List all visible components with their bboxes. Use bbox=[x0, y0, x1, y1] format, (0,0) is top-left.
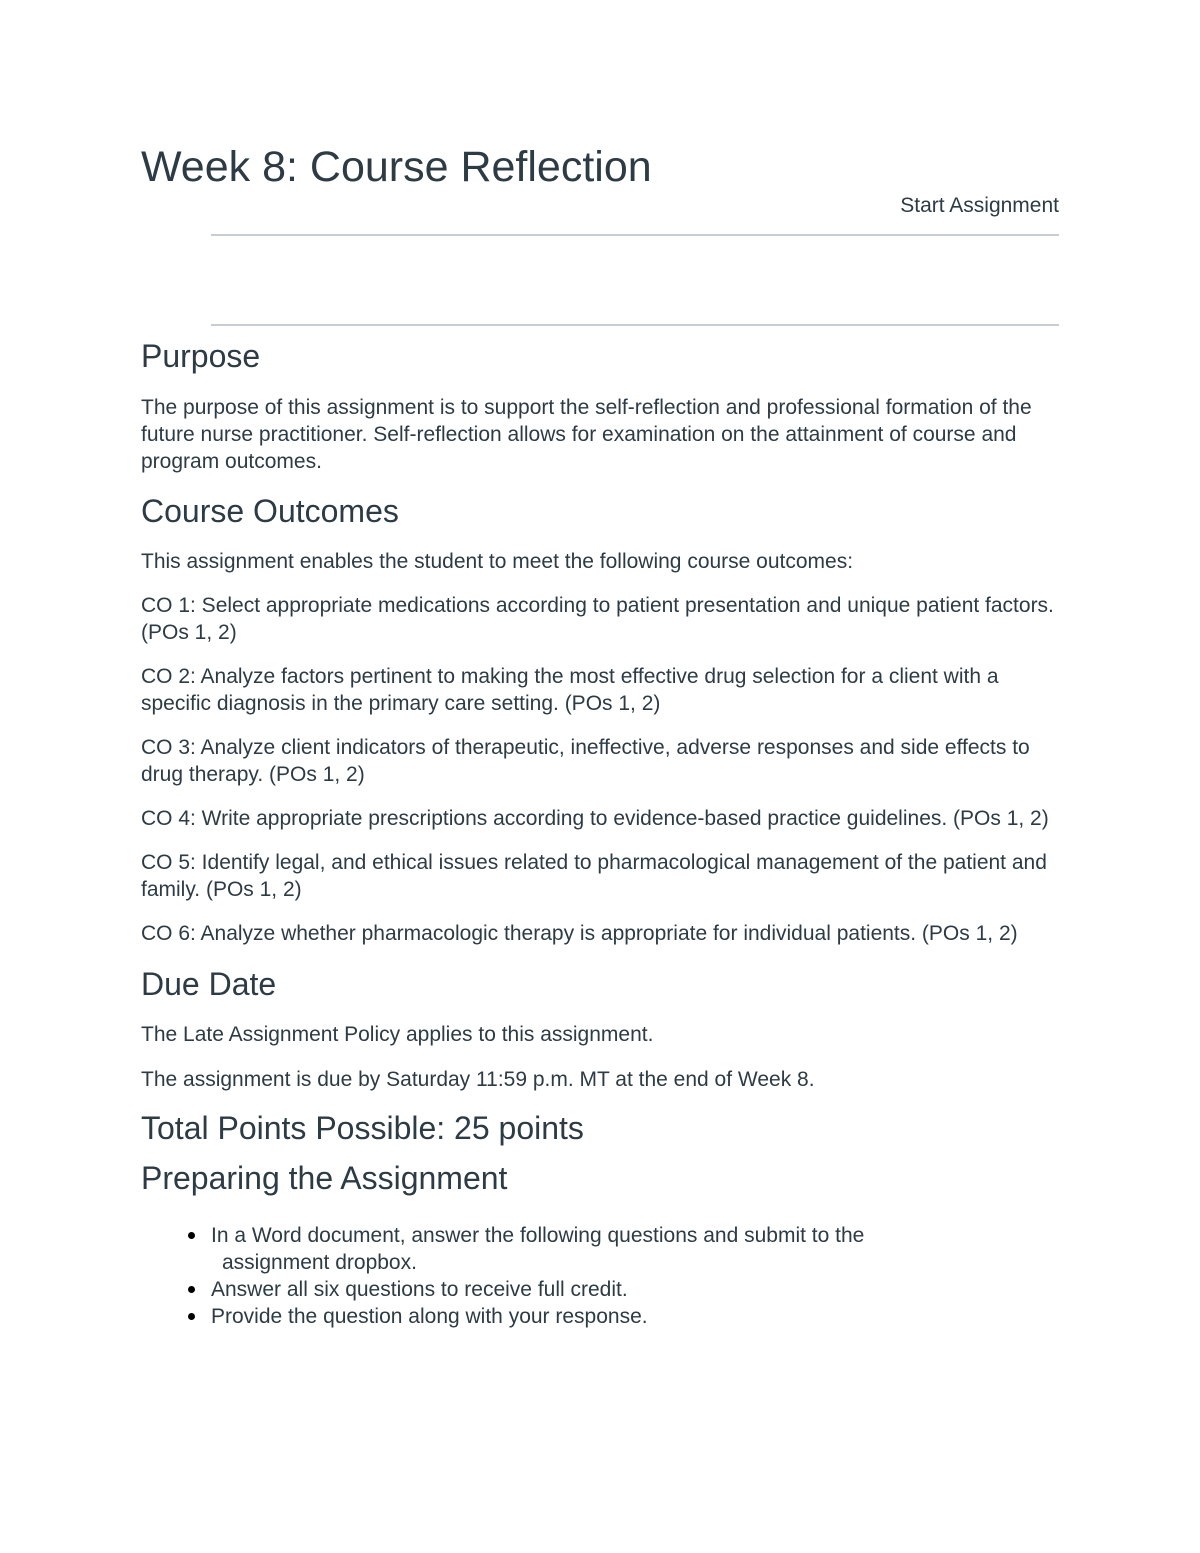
course-outcome-4: CO 4: Write appropriate prescriptions according to evidence-based practice guidelines. (POs 1, 2) bbox=[141, 807, 1049, 830]
purpose-heading: Purpose bbox=[141, 338, 261, 374]
preparing-heading: Preparing the Assignment bbox=[141, 1160, 508, 1196]
course-outcome-6: CO 6: Analyze whether pharmacologic therapy is appropriate for individual patients. (POs 1, 2) bbox=[141, 922, 1018, 945]
bullet-icon bbox=[188, 1313, 195, 1320]
course-outcomes-intro: This assignment enables the student to meet the following course outcomes: bbox=[141, 550, 854, 573]
list-item-text: In a Word document, answer the following questions and submit to the bbox=[211, 1224, 865, 1247]
due-date-heading: Due Date bbox=[141, 966, 277, 1002]
course-outcome-2: CO 2: Analyze factors pertinent to making the most effective drug selection for a client with a specific diagnosis in the primary care setting. (POs 1, 2) bbox=[141, 665, 999, 715]
bullet-icon bbox=[188, 1232, 195, 1239]
divider-top bbox=[211, 234, 1059, 236]
list-item-text-continued: assignment dropbox. bbox=[222, 1251, 417, 1274]
start-assignment-link[interactable]: Start Assignment bbox=[900, 194, 1059, 217]
list-item bbox=[141, 1222, 1059, 1276]
purpose-text: The purpose of this assignment is to support the self-reflection and professional formation of the future nurse practitioner. Self-reflection allows for examination on the attainment of course and program outcomes. bbox=[141, 396, 1032, 473]
preparing-list bbox=[141, 1222, 1059, 1330]
list-item-text: Answer all six questions to receive full credit. bbox=[211, 1278, 628, 1301]
page-title: Week 8: Course Reflection bbox=[141, 143, 652, 191]
course-outcome-3: CO 3: Analyze client indicators of therapeutic, ineffective, adverse responses and side effects to drug therapy. (POs 1, 2) bbox=[141, 736, 1030, 786]
total-points-heading: Total Points Possible: 25 points bbox=[141, 1110, 584, 1146]
list-item bbox=[141, 1276, 1059, 1303]
course-outcome-1: CO 1: Select appropriate medications according to patient presentation and unique patient factors. (POs 1, 2) bbox=[141, 594, 1054, 644]
course-outcome-5: CO 5: Identify legal, and ethical issues related to pharmacological management of the patient and family. (POs 1, 2) bbox=[141, 851, 1047, 901]
bullet-icon bbox=[188, 1286, 195, 1293]
list-item bbox=[141, 1303, 1059, 1330]
late-policy-text: The Late Assignment Policy applies to this assignment. bbox=[141, 1023, 654, 1046]
deadline-text: The assignment is due by Saturday 11:59 p.m. MT at the end of Week 8. bbox=[141, 1068, 815, 1091]
course-outcomes-heading: Course Outcomes bbox=[141, 493, 399, 529]
list-item-text: Provide the question along with your response. bbox=[211, 1305, 648, 1328]
divider-bottom bbox=[211, 324, 1059, 326]
assignment-content bbox=[141, 336, 1059, 1330]
